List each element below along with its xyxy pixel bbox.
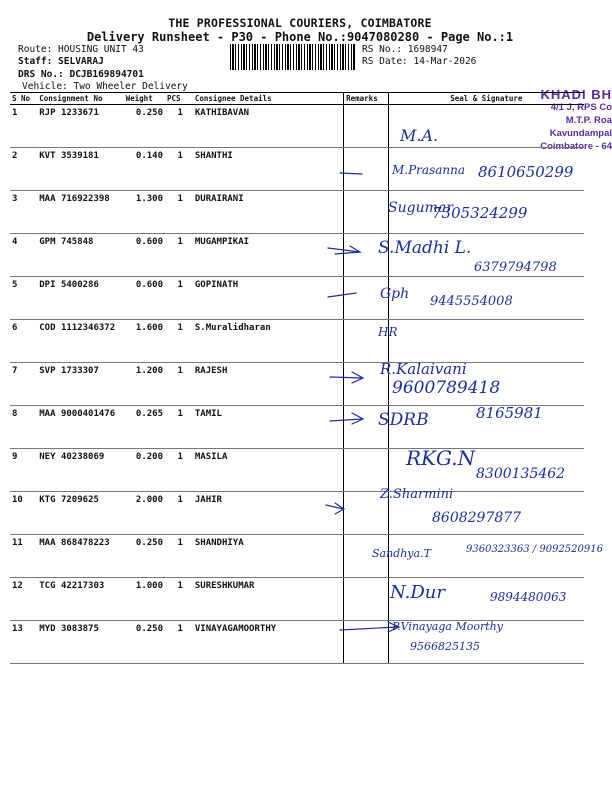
row-weight: 1.600 bbox=[124, 320, 165, 363]
rs-number: RS No.: 1698947 bbox=[362, 44, 448, 55]
rs-date: RS Date: 14-Mar-2026 bbox=[362, 56, 477, 67]
row-weight: 1.000 bbox=[124, 578, 165, 621]
col-sno: S No bbox=[10, 93, 37, 105]
stamp-line-5: Coimbatore - 64 bbox=[540, 141, 612, 152]
handwritten-phone: 7305324299 bbox=[432, 204, 528, 222]
drs-number: DRS No.: DCJB169894701 bbox=[18, 69, 144, 80]
row-pcs: 1 bbox=[165, 535, 185, 578]
row-weight: 0.600 bbox=[124, 277, 165, 320]
row-consignee-name: GOPINATH bbox=[185, 277, 344, 320]
staff-label: Staff: SELVARAJ bbox=[18, 56, 104, 67]
row-consignment-no: TCG 42217303 bbox=[37, 578, 123, 621]
row-pcs: 1 bbox=[165, 492, 185, 535]
row-sno: 6 bbox=[10, 320, 37, 363]
row-weight: 0.200 bbox=[124, 449, 165, 492]
row-consignee-name: DURAIRANI bbox=[185, 191, 344, 234]
row-weight: 0.250 bbox=[124, 105, 165, 148]
row-pcs: 1 bbox=[165, 277, 185, 320]
signature: P.Vinayaga Moorthy bbox=[392, 620, 503, 633]
row-consignee-name: S.Muralidharan bbox=[185, 320, 344, 363]
table-header-row bbox=[10, 93, 584, 105]
signature: SDRB bbox=[378, 410, 429, 430]
signature: RKG.N bbox=[406, 446, 476, 470]
handwritten-phone: 9894480063 bbox=[490, 590, 567, 604]
col-pcs: PCS bbox=[165, 93, 185, 105]
signature: Z.Sharmini bbox=[380, 487, 454, 502]
row-pcs: 1 bbox=[165, 105, 185, 148]
row-weight: 2.000 bbox=[124, 492, 165, 535]
row-pcs: 1 bbox=[165, 191, 185, 234]
row-weight: 1.300 bbox=[124, 191, 165, 234]
row-consignment-no: KVT 3539181 bbox=[37, 148, 123, 191]
row-sno: 12 bbox=[10, 578, 37, 621]
row-weight: 0.265 bbox=[124, 406, 165, 449]
signature: M.Prasanna bbox=[392, 163, 465, 177]
col-remarks: Remarks bbox=[344, 93, 389, 105]
row-consignment-no: RJP 1233671 bbox=[37, 105, 123, 148]
handwritten-phone: 9566825135 bbox=[410, 640, 480, 653]
handwritten-phone: 8610650299 bbox=[478, 163, 574, 181]
signature: N.Dur bbox=[390, 582, 445, 603]
row-pcs: 1 bbox=[165, 406, 185, 449]
row-consignment-no: NEY 40238069 bbox=[37, 449, 123, 492]
row-weight: 0.250 bbox=[124, 621, 165, 664]
row-weight: 0.250 bbox=[124, 535, 165, 578]
row-sno: 9 bbox=[10, 449, 37, 492]
row-consignee-name: VINAYAGAMOORTHY bbox=[185, 621, 344, 664]
handwritten-phone: 8165981 bbox=[476, 404, 543, 422]
row-pcs: 1 bbox=[165, 578, 185, 621]
signature: Sandhya.T bbox=[372, 547, 431, 560]
stamp-line-2: 4/1 J, RPS Co bbox=[550, 102, 612, 113]
row-consignee-name: SURESHKUMAR bbox=[185, 578, 344, 621]
runsheet-title: Delivery Runsheet - P30 - Phone No.:9047080280 - Page No.:1 bbox=[86, 30, 514, 44]
row-remarks bbox=[344, 578, 389, 621]
row-consignee-name: KATHIBAVAN bbox=[185, 105, 344, 148]
signature: HR bbox=[378, 325, 398, 339]
row-sno: 13 bbox=[10, 621, 37, 664]
handwritten-phone: 6379794798 bbox=[474, 260, 557, 275]
row-consignment-no: DPI 5400286 bbox=[37, 277, 123, 320]
row-pcs: 1 bbox=[165, 621, 185, 664]
row-remarks bbox=[344, 621, 389, 664]
stamp-line-1: KHADI BH bbox=[540, 87, 612, 102]
row-sno: 3 bbox=[10, 191, 37, 234]
col-consignment: Consignment No bbox=[37, 93, 123, 105]
row-sno: 4 bbox=[10, 234, 37, 277]
signature: S.Madhi L. bbox=[378, 238, 472, 258]
row-consignee-name: TAMIL bbox=[185, 406, 344, 449]
stamp-line-4: Kavundampal bbox=[549, 128, 612, 139]
handwritten-phone: 8608297877 bbox=[432, 510, 522, 526]
row-consignee-name: SHANTHI bbox=[185, 148, 344, 191]
col-weight: Weight bbox=[124, 93, 165, 105]
row-pcs: 1 bbox=[165, 449, 185, 492]
handwritten-phone: 9445554008 bbox=[430, 294, 513, 309]
row-sno: 1 bbox=[10, 105, 37, 148]
table-row bbox=[10, 320, 584, 363]
route-label: Route: HOUSING UNIT 43 bbox=[18, 44, 144, 55]
signature: M.A. bbox=[400, 126, 439, 145]
col-seal: Seal & Signature bbox=[388, 93, 584, 105]
row-consignee-name: MUGAMPIKAI bbox=[185, 234, 344, 277]
table-row bbox=[10, 535, 584, 578]
row-weight: 0.140 bbox=[124, 148, 165, 191]
row-sno: 5 bbox=[10, 277, 37, 320]
company-title: THE PROFESSIONAL COURIERS, COIMBATORE bbox=[168, 16, 432, 30]
row-pcs: 1 bbox=[165, 320, 185, 363]
row-sno: 8 bbox=[10, 406, 37, 449]
row-seal-signature bbox=[388, 320, 584, 363]
row-consignment-no: COD 1112346372 bbox=[37, 320, 123, 363]
row-sno: 11 bbox=[10, 535, 37, 578]
row-weight: 1.200 bbox=[124, 363, 165, 406]
row-consignment-no: MAA 868478223 bbox=[37, 535, 123, 578]
row-remarks bbox=[344, 105, 389, 148]
row-remarks bbox=[344, 191, 389, 234]
vehicle-label: Vehicle: Two Wheeler Delivery bbox=[22, 81, 188, 92]
row-pcs: 1 bbox=[165, 234, 185, 277]
col-consignee: Consignee Details bbox=[185, 93, 344, 105]
row-consignee-name: JAHIR bbox=[185, 492, 344, 535]
stamp-line-3: M.T.P. Roa bbox=[565, 115, 612, 126]
row-consignment-no: SVP 1733307 bbox=[37, 363, 123, 406]
row-sno: 2 bbox=[10, 148, 37, 191]
barcode bbox=[230, 44, 356, 70]
signature: R.Kalaivani bbox=[380, 360, 467, 378]
handwritten-phone: 9360323363 / 9092520916 bbox=[466, 544, 603, 555]
row-sno: 7 bbox=[10, 363, 37, 406]
row-consignment-no: GPM 745848 bbox=[37, 234, 123, 277]
signature: Sugumar bbox=[388, 200, 453, 216]
row-weight: 0.600 bbox=[124, 234, 165, 277]
handwritten-phone: 8300135462 bbox=[476, 466, 566, 482]
row-pcs: 1 bbox=[165, 148, 185, 191]
row-remarks bbox=[344, 449, 389, 492]
row-consignment-no: MAA 9000401476 bbox=[37, 406, 123, 449]
row-consignee-name: SHANDHIYA bbox=[185, 535, 344, 578]
row-pcs: 1 bbox=[165, 363, 185, 406]
signature: Gph bbox=[380, 286, 410, 302]
row-consignment-no: MYD 3083875 bbox=[37, 621, 123, 664]
row-consignment-no: KTG 7209625 bbox=[37, 492, 123, 535]
handwritten-phone: 9600789418 bbox=[392, 378, 501, 398]
row-remarks bbox=[344, 148, 389, 191]
row-sno: 10 bbox=[10, 492, 37, 535]
row-consignment-no: MAA 716922398 bbox=[37, 191, 123, 234]
row-consignee-name: MASILA bbox=[185, 449, 344, 492]
row-consignee-name: RAJESH bbox=[185, 363, 344, 406]
table-row bbox=[10, 105, 584, 148]
